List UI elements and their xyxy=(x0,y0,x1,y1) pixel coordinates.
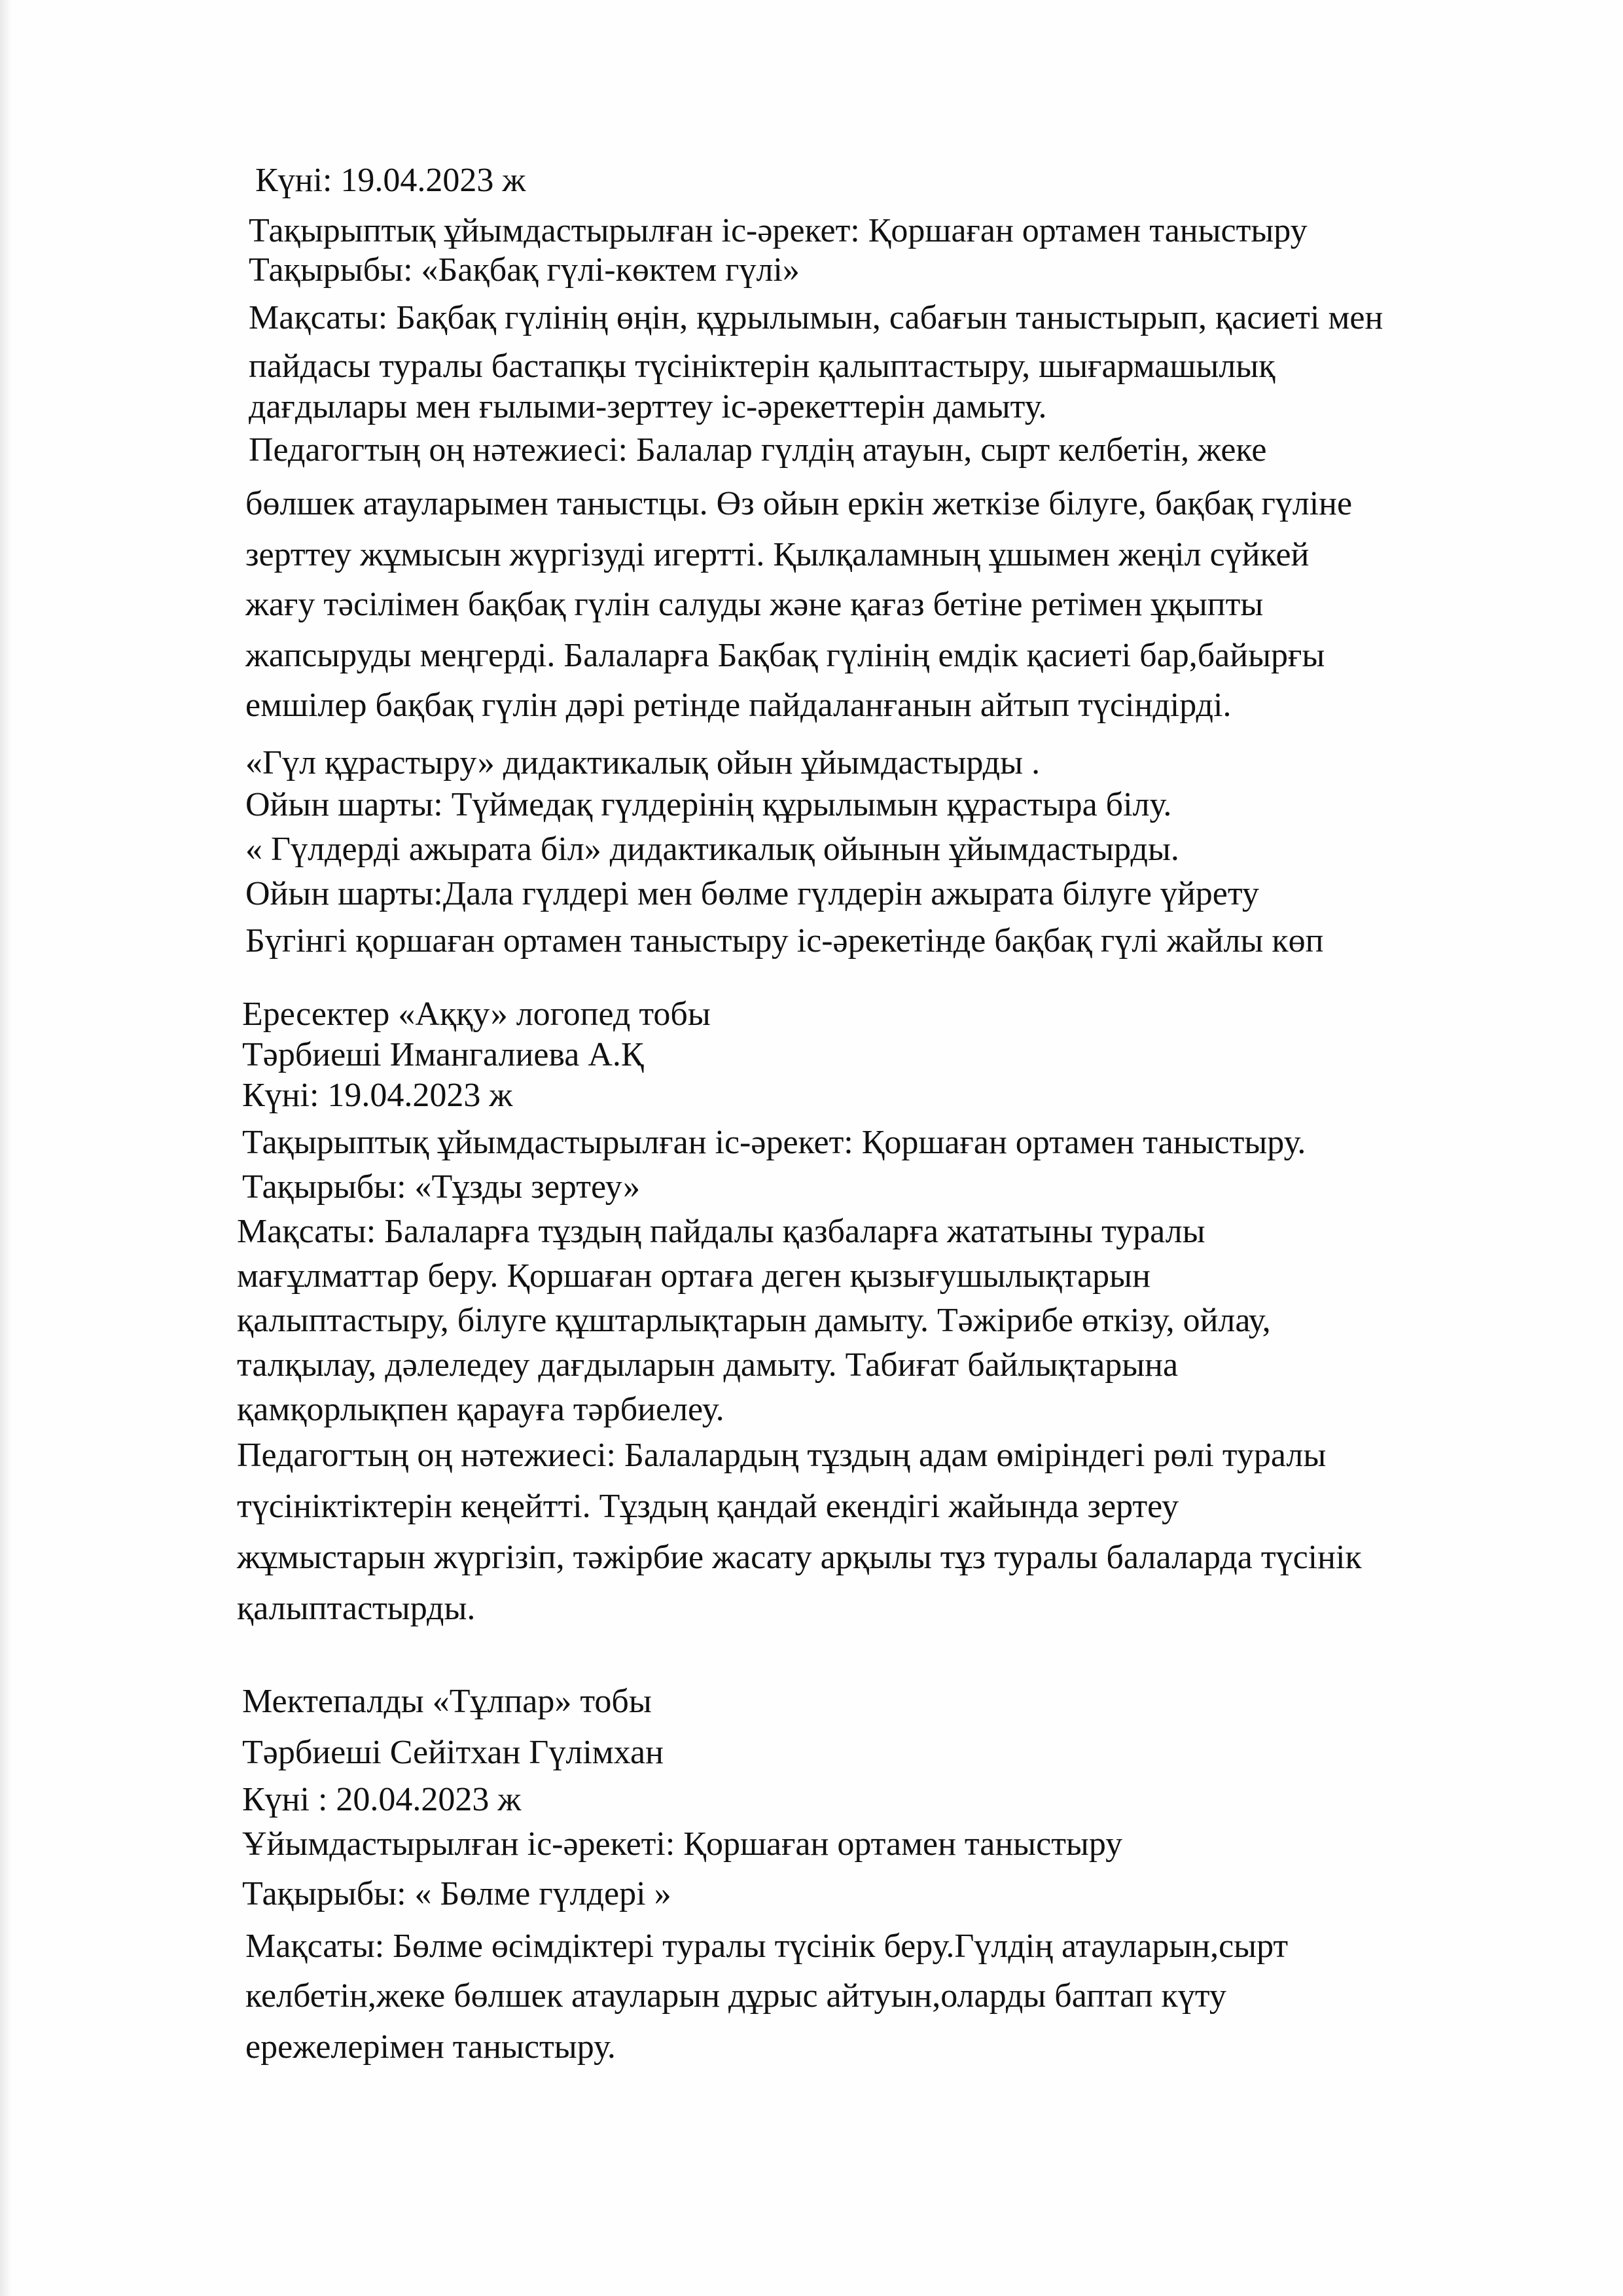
result-line: қалыптастырды. xyxy=(237,1590,476,1627)
game-line: «Гүл құрастыру» дидактикалық ойын ұйымдастырды . xyxy=(245,744,1041,781)
game-line: Ойын шарты:Дала гүлдері мен бөлме гүлдерін ажырата білуге үйрету xyxy=(245,875,1259,912)
game-line: Ойын шарты: Түймедақ гүлдерінің құрылымын құрастыра білу. xyxy=(245,786,1172,823)
goal-line: қамқорлықпен қарауға тәрбиелеу. xyxy=(237,1391,724,1428)
result-line: жапсыруды меңгерді. Балаларға Бақбақ гүлінің емдік қасиеті бар,байырғы xyxy=(245,637,1325,674)
result-line: түсініктіктерін кеңейтті. Тұздың қандай екендігі жайында зертеу xyxy=(237,1488,1179,1525)
goal-line: келбетін,жеке бөлшек атауларын дұрыс айтуын,оларды баптап күту xyxy=(245,1977,1226,2015)
topic-line: Тақырыбы: « Бөлме гүлдері » xyxy=(242,1875,671,1912)
teacher-line: Тәрбиеші Сейітхан Гүлімхан xyxy=(242,1734,664,1771)
goal-line: ережелерімен таныстыру. xyxy=(245,2028,616,2066)
result-line: Педагогтың оң нәтежиесі: Балалардың тұздың адам өміріндегі рөлі туралы xyxy=(237,1437,1327,1474)
topic-line: Тақырыбы: «Тұзды зертеу» xyxy=(242,1168,641,1206)
activity-line: Ұйымдастырылған іс-әрекеті: Қоршаған ортамен таныстыру xyxy=(242,1825,1123,1863)
goal-line: пайдасы туралы бастапқы түсініктерін қалыптастыру, шығармашылық xyxy=(249,348,1275,385)
goal-line: Мақсаты: Бөлме өсімдіктері туралы түсінік беру.Гүлдің атауларын,сырт xyxy=(245,1928,1289,1965)
activity-line: Тақырыптық ұйымдастырылған іс-әрекет: Қоршаған ортамен таныстыру. xyxy=(242,1124,1306,1161)
game-line: « Гүлдерді ажырата біл» дидактикалық ойынын ұйымдастырды. xyxy=(245,831,1179,868)
topic-line: Тақырыбы: «Бақбақ гүлі-көктем гүлі» xyxy=(249,251,800,289)
goal-line: Мақсаты: Бақбақ гүлінің өңін, құрылымын, сабағын таныстырып, қасиеті мен xyxy=(249,299,1383,336)
date-line: Күні: 19.04.2023 ж xyxy=(242,1077,513,1114)
goal-line: дағдылары мен ғылыми-зерттеу іс-әрекеттерін дамыту. xyxy=(249,388,1047,425)
group-line: Мектепалды «Тұлпар» тобы xyxy=(242,1683,652,1720)
result-line: бөлшек атауларымен таныстцы. Өз ойын еркін жеткізе білуге, бақбақ гүліне xyxy=(245,485,1353,522)
goal-line: қалыптастыру, білуге құштарлықтарын дамыту. Тәжірибе өткізу, ойлау, xyxy=(237,1302,1271,1339)
date-line: Күні: 19.04.2023 ж xyxy=(255,162,526,199)
activity-line: Тақырыптық ұйымдастырылған іс-әрекет: Қоршаған ортамен таныстыру xyxy=(249,212,1308,249)
game-line: Бүгінгі қоршаған ортамен таныстыру іс-әрекетінде бақбақ гүлі жайлы көп xyxy=(245,922,1324,960)
group-line: Ересектер «Аққу» логопед тобы xyxy=(242,996,711,1033)
goal-line: талқылау, дәлеледеу дағдыларын дамыту. Табиғат байлықтарына xyxy=(237,1346,1179,1384)
result-line: жағу тәсілімен бақбақ гүлін салуды және қағаз бетіне ретімен ұқыпты xyxy=(245,586,1264,623)
goal-line: мағұлматтар беру. Қоршаған ортаға деген қызығушылықтарын xyxy=(237,1257,1150,1295)
result-line: Педагогтың оң нәтежиесі: Балалар гүлдің атауын, сырт келбетін, жеке xyxy=(249,431,1267,469)
goal-line: Мақсаты: Балаларға тұздың пайдалы қазбаларға жататыны туралы xyxy=(237,1213,1205,1250)
result-line: жұмыстарын жүргізіп, тәжірбие жасату арқылы тұз туралы балаларда түсінік xyxy=(237,1539,1362,1576)
result-line: зерттеу жұмысын жүргізуді игертті. Қылқаламның ұшымен жеңіл сүйкей xyxy=(245,536,1310,573)
teacher-line: Тәрбиеші Имангалиева А.Қ xyxy=(242,1036,644,1073)
date-line: Күні : 20.04.2023 ж xyxy=(242,1781,522,1818)
result-line: емшілер бақбақ гүлін дәрі ретінде пайдаланғанын айтып түсіндірді. xyxy=(245,687,1232,724)
scan-edge xyxy=(0,0,12,2296)
